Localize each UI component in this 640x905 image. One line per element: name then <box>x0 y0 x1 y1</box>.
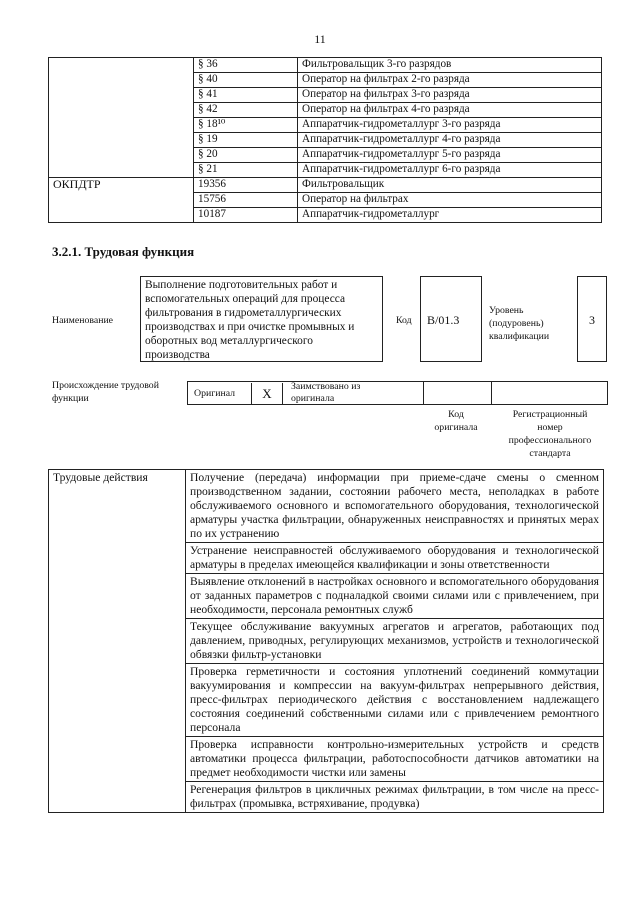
table-cell: Фильтровальщик 3-го разрядов <box>298 58 602 73</box>
labor-action-item: Проверка исправности контрольно-измерительных устройств и средств автоматики процесса фильтрации, работоспособности датчиков автоматики на предмет необходимости чистки или замены <box>186 737 604 782</box>
labor-action-item: Устранение неисправностей обслуживаемого оборудования и технологической арматуры в пределах имеющейся квалификации и зоны ответственности <box>186 543 604 574</box>
table-cell: 19356 <box>194 178 298 193</box>
code-original-label: Код оригинала <box>434 409 478 433</box>
table-cell: § 19 <box>194 133 298 148</box>
table-cell: § 41 <box>194 88 298 103</box>
original-label: Оригинал <box>194 388 236 399</box>
table-cell <box>49 58 194 178</box>
original-mark: X <box>251 383 283 405</box>
level-box: 3 <box>577 276 607 362</box>
labor-action-item: Проверка герметичности и состояния уплотнений соединений коммутации вакуумирования и компрессии на вакуум-фильтрах непрерывного действия, пресс-фильтрах периодического действия с восстановлением надлежащего состояния соединений собственными силами или с привлечением ремонтного персонала <box>186 664 604 737</box>
origin-label: Происхождение трудовой функции <box>52 380 159 404</box>
table-cell: § 21 <box>194 163 298 178</box>
table-cell: ОКПДТР <box>49 178 194 223</box>
table-cell: Аппаратчик-гидрометаллург 4-го разряда <box>298 133 602 148</box>
labor-actions-table <box>48 469 604 813</box>
code-box: B/01.3 <box>420 276 482 362</box>
borrowed-label: Заимствовано из оригинала <box>291 381 361 404</box>
reg-number-label: Регистрационный номер профессионального стандарта <box>508 409 592 459</box>
code-label: Код <box>396 315 412 326</box>
divider <box>423 381 424 405</box>
function-name-box: Выполнение подготовительных работ и вспомогательных операций для процесса фильтрования в гидрометаллургических производствах и при очистке промывных и оборотных вод металлургического производства <box>140 276 383 362</box>
table-row <box>49 178 602 193</box>
table-cell: Аппаратчик-гидрометаллург 6-го разряда <box>298 163 602 178</box>
page-number: 11 <box>314 32 326 46</box>
table-cell: Оператор на фильтрах 3-го разряда <box>298 88 602 103</box>
table-cell: Фильтровальщик <box>298 178 602 193</box>
table-cell: § 18¹⁰ <box>194 118 298 133</box>
labor-action-item: Текущее обслуживание вакуумных агрегатов и агрегатов, работающих под давлением, приводных, регулирующих механизмов, устройств и технологической обвязки фильтр-установки <box>186 619 604 664</box>
labor-action-item: Регенерация фильтров в цикличных режимах фильтрации, в том числе на пресс-фильтрах (промывка, встряхивание, продувка) <box>186 782 604 813</box>
labor-actions-label: Трудовые действия <box>49 470 186 813</box>
table-cell: Оператор на фильтрах <box>298 193 602 208</box>
table-cell: Аппаратчик-гидрометаллург 3-го разряда <box>298 118 602 133</box>
table-cell: 10187 <box>194 208 298 223</box>
table-cell: § 40 <box>194 73 298 88</box>
table-cell: § 42 <box>194 103 298 118</box>
qualification-table <box>48 57 602 223</box>
table-cell: Оператор на фильтрах 4-го разряда <box>298 103 602 118</box>
table-cell: Аппаратчик-гидрометаллург <box>298 208 602 223</box>
level-label: Уровень (подуровень) квалификации <box>489 305 550 342</box>
table-cell: Аппаратчик-гидрометаллург 5-го разряда <box>298 148 602 163</box>
labor-action-item: Получение (передача) информации при приеме-сдаче смены о сменном производственном задании, состоянии рабочего места, неполадках в работе обслуживаемого основного и вспомогательного оборудования, технологической арматуры участка фильтрации, обнаруженных неисправностях и принятых мерах по их устранению <box>186 470 604 543</box>
section-title: 3.2.1. Трудовая функция <box>52 244 195 259</box>
table-cell: § 20 <box>194 148 298 163</box>
table-row <box>49 58 602 73</box>
table-cell: § 36 <box>194 58 298 73</box>
name-label: Наименование <box>52 315 114 326</box>
labor-action-item: Выявление отклонений в настройках основного и вспомогательного оборудования от заданных параметров с подналадкой своими силами или с привлечением, при необходимости, персонала ремонтных служб <box>186 574 604 619</box>
table-row <box>49 470 604 543</box>
table-cell: 15756 <box>194 193 298 208</box>
divider <box>491 381 492 405</box>
table-cell: Оператор на фильтрах 2-го разряда <box>298 73 602 88</box>
